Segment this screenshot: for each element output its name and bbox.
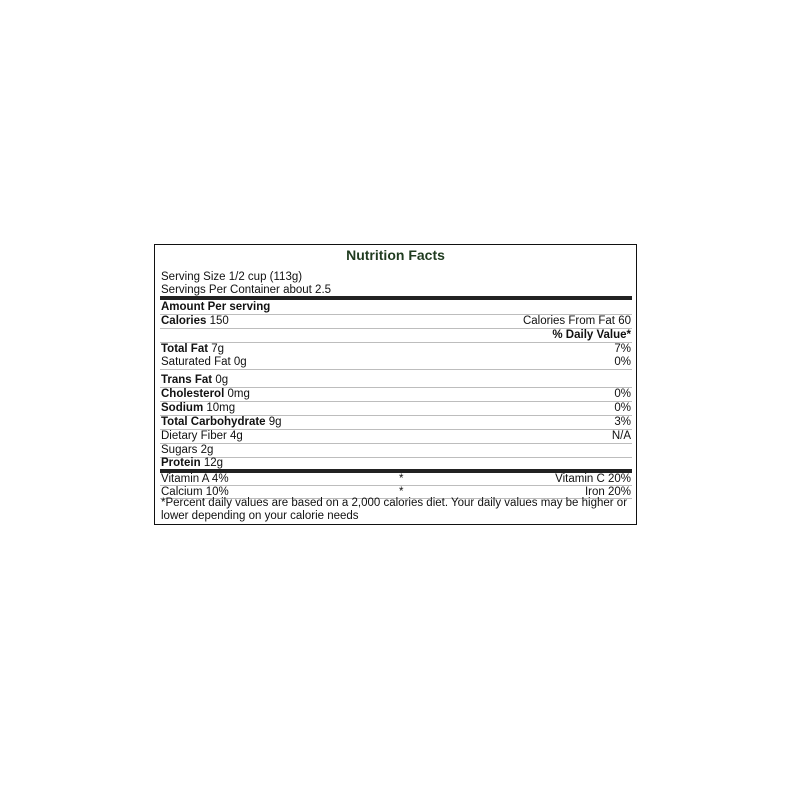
nutrient-name: Protein (161, 457, 201, 469)
nutrient-name: Total Fat (161, 343, 209, 355)
footnote (161, 497, 630, 523)
nutrient-dv: 0% (614, 388, 631, 400)
nutrient-amount: 4g (230, 430, 243, 442)
nutrient-dv: 7% (614, 343, 631, 355)
nutrient-row-saturated-fat (161, 356, 631, 369)
nutrient-name: Saturated Fat (161, 356, 231, 368)
nutrient-row-sugars (161, 444, 631, 457)
nutrient-amount: 10mg (206, 402, 236, 414)
nutrient-row-sodium (161, 402, 631, 415)
footnote-line: lower depending on your calorie needs (161, 510, 359, 522)
nutrient-row-total-fat (161, 343, 631, 356)
divider (160, 369, 632, 370)
nutrient-row-trans-fat (161, 374, 631, 387)
vitamin-separator: * (399, 486, 404, 498)
nutrient-name: Cholesterol (161, 388, 225, 400)
nutrient-amount: 2g (200, 444, 214, 456)
nutrient-amount: 12g (203, 457, 224, 469)
calories-from-fat: Calories From Fat 60 (522, 315, 631, 327)
footnote-line: *Percent daily values are based on a 2,000 calories diet. Your daily values may be higher or (161, 497, 628, 509)
daily-value-header: % Daily Value* (552, 329, 631, 341)
nutrient-name: Sugars (161, 444, 198, 456)
vitamin-left: Vitamin A 4% (161, 473, 229, 485)
serving-size: Serving Size 1/2 cup (113g) (161, 271, 303, 283)
nutrient-dv: N/A (611, 430, 631, 442)
nutrient-amount: 9g (268, 416, 282, 428)
vitamin-left: Calcium 10% (161, 486, 229, 498)
nutrient-name: Sodium (161, 402, 204, 414)
nutrient-dv: 3% (614, 416, 631, 428)
nutrient-amount: 7g (211, 343, 225, 355)
calories-row (161, 315, 631, 328)
vitamin-right: Iron 20% (584, 486, 631, 498)
nutrition-facts-label (154, 244, 637, 525)
calories-value: 150 (209, 315, 229, 327)
nutrient-name: Trans Fat (161, 374, 213, 386)
nutrient-dv: 0% (614, 402, 631, 414)
servings-per-container: Servings Per Container about 2.5 (161, 284, 332, 296)
label-title: Nutrition Facts (346, 247, 445, 263)
vitamin-right: Vitamin C 20% (555, 473, 631, 485)
calories-label: Calories (161, 315, 207, 327)
nutrient-row-cholesterol (161, 388, 631, 401)
nutrient-name: Dietary Fiber (161, 430, 227, 442)
divider-thick (160, 296, 632, 300)
vitamin-separator: * (399, 473, 404, 485)
nutrient-name: Total Carbohydrate (161, 416, 266, 428)
nutrient-row-dietary-fiber (161, 430, 631, 443)
nutrient-dv: 0% (614, 356, 631, 368)
amount-per-serving: Amount Per serving (161, 301, 271, 313)
nutrient-amount: 0g (233, 356, 247, 368)
nutrient-amount: 0mg (227, 388, 250, 400)
nutrient-row-total-carbohydrate (161, 416, 631, 429)
nutrient-amount: 0g (215, 374, 229, 386)
